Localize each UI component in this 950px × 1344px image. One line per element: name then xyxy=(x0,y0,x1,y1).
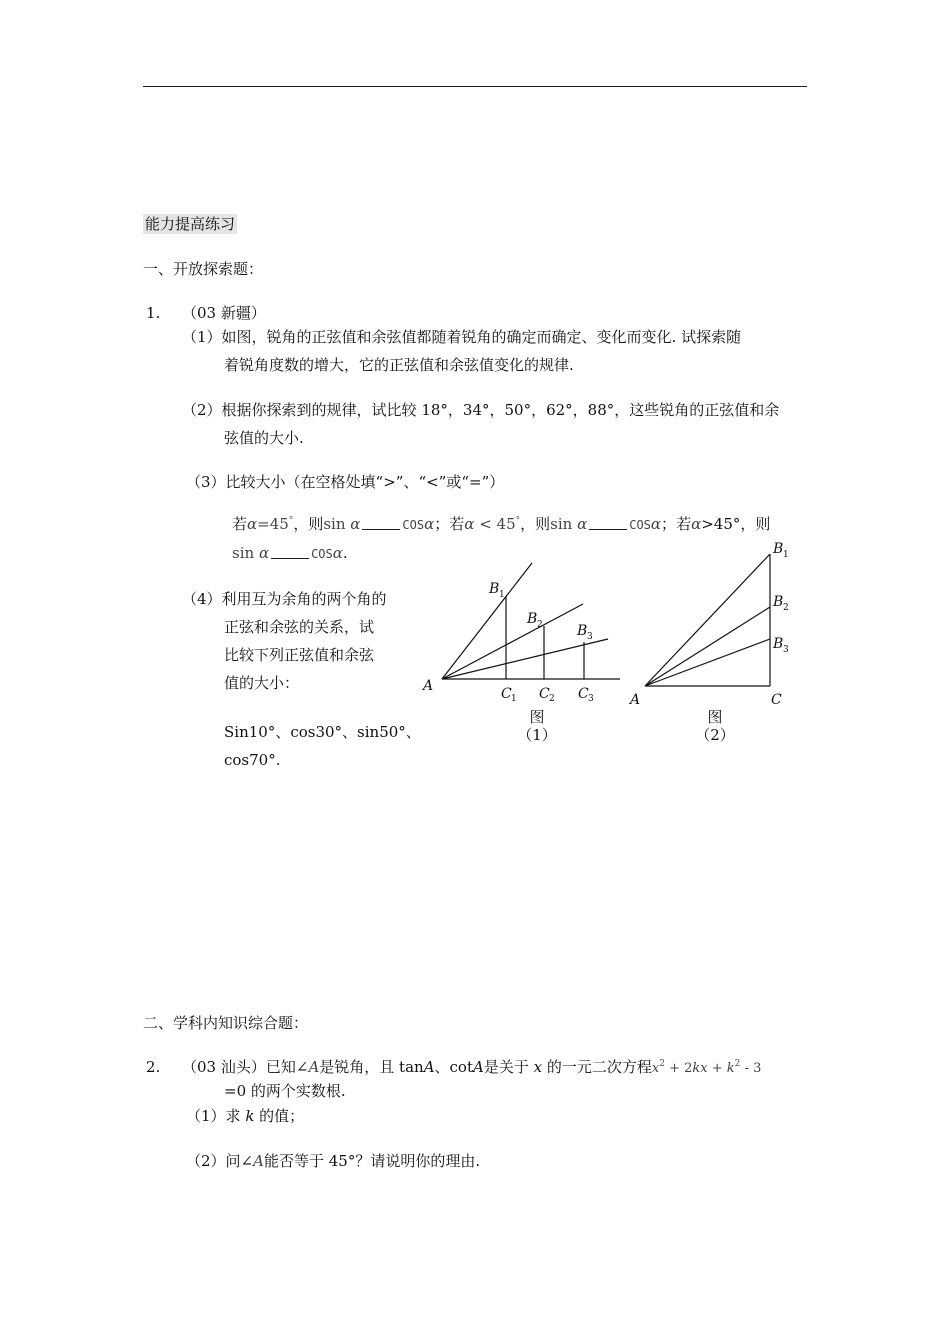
q1-sub1-line2: 着锐角度数的增大，它的正弦值和余弦值变化的规律. xyxy=(224,356,574,374)
q1-sub1-line1: （1）如图，锐角的正弦值和余弦值都随着锐角的确定而确定、变化而变化. 试探索随 xyxy=(182,328,742,346)
q1-sub2-line1: （2）根据你探索到的规律，试比较 18°，34°，50°，62°，88°，这些锐角的正弦值和余 xyxy=(182,401,780,419)
figure1-label-c2: C xyxy=(539,686,550,702)
q2-sub2: （2）问∠A能否等于 45°？请说明你的理由. xyxy=(186,1152,481,1170)
q1-sub3-expr-line2: sin α COSα. xyxy=(232,544,348,562)
answer-blank-1[interactable] xyxy=(362,517,400,530)
figure1-label-b1: B xyxy=(489,581,500,597)
part2-heading: 二、学科内知识综合题： xyxy=(143,1014,309,1032)
figure1-caption-2: （1） xyxy=(517,726,557,744)
figure1-sub-c1: 1 xyxy=(511,694,517,704)
q1-number: 1. xyxy=(146,304,161,322)
figure2-hyp-1 xyxy=(645,554,770,686)
figure1-caption-1: 图 xyxy=(529,708,545,726)
part1-heading: 一、开放探索题： xyxy=(143,260,264,278)
figure-2 xyxy=(625,540,800,745)
figure2-label-c: C xyxy=(771,692,782,708)
figure1-label-c1: C xyxy=(501,686,512,702)
figure1-label-b2: B xyxy=(527,611,538,627)
figure2-label-a: A xyxy=(630,692,641,708)
figure1-label-a: A xyxy=(423,678,434,694)
section-title: 能力提高练习 xyxy=(145,215,236,233)
figure1-ray-3 xyxy=(442,639,608,679)
figure1-sub-b1: 1 xyxy=(499,590,505,600)
q1-sub4-line1: （4）利用互为余角的两个角的 xyxy=(182,590,387,608)
figure2-sub-b3: 3 xyxy=(783,645,789,655)
figure1-label-b3: B xyxy=(577,623,588,639)
q1-sub4-line2: 正弦和余弦的关系，试 xyxy=(224,618,375,636)
q2-number: 2. xyxy=(146,1058,161,1076)
figure2-label-b1: B xyxy=(773,541,784,557)
figure1-ray-2 xyxy=(442,604,583,679)
figure2-caption-1: 图 xyxy=(707,708,723,726)
header-rule xyxy=(143,86,807,87)
q1-sub3-expr-line1: 若α=45°，则sin α COSα；若α < 45°，则sin α COSα；若α>45°，则 xyxy=(232,515,771,533)
q1-sub4-line3: 比较下列正弦值和余弦 xyxy=(224,646,375,664)
figure-1 xyxy=(415,555,625,755)
q1-sub3: （3）比较大小（在空格处填“>”、“<”或“=”） xyxy=(186,473,505,491)
q1-sub4-values-line1: Sin10°、cos30°、sin50°、 xyxy=(224,723,421,741)
figure1-sub-b2: 2 xyxy=(537,620,543,630)
q2-stem-line2: =0 的两个实数根. xyxy=(224,1082,346,1100)
figure2-sub-b1: 1 xyxy=(783,550,789,560)
answer-blank-3[interactable] xyxy=(271,546,309,559)
q2-stem-line1: （03 汕头）已知∠A是锐角，且 tanA、cotA是关于 x 的一元二次方程$x^2 + 2kx + k^2 - 3$ xyxy=(182,1058,762,1076)
figure1-label-c3: C xyxy=(578,686,589,702)
figure1-sub-c3: 3 xyxy=(588,694,594,704)
q2-sub1: （1）求 k 的值； xyxy=(186,1107,305,1125)
figure1-ray-1 xyxy=(442,563,532,679)
answer-blank-2[interactable] xyxy=(589,517,627,530)
figure1-sub-b3: 3 xyxy=(587,632,593,642)
q1-sub4-values-line2: cos70°. xyxy=(224,751,281,769)
q1-sub2-line2: 弦值的大小. xyxy=(224,429,304,447)
figure2-sub-b2: 2 xyxy=(783,603,789,613)
q1-source: （03 新疆） xyxy=(182,304,266,322)
figure2-label-b3: B xyxy=(773,636,784,652)
figure2-label-b2: B xyxy=(773,594,784,610)
q1-sub4-line4: 值的大小： xyxy=(224,674,300,692)
figure1-sub-c2: 2 xyxy=(549,694,555,704)
figure2-caption-2: （2） xyxy=(695,726,735,744)
